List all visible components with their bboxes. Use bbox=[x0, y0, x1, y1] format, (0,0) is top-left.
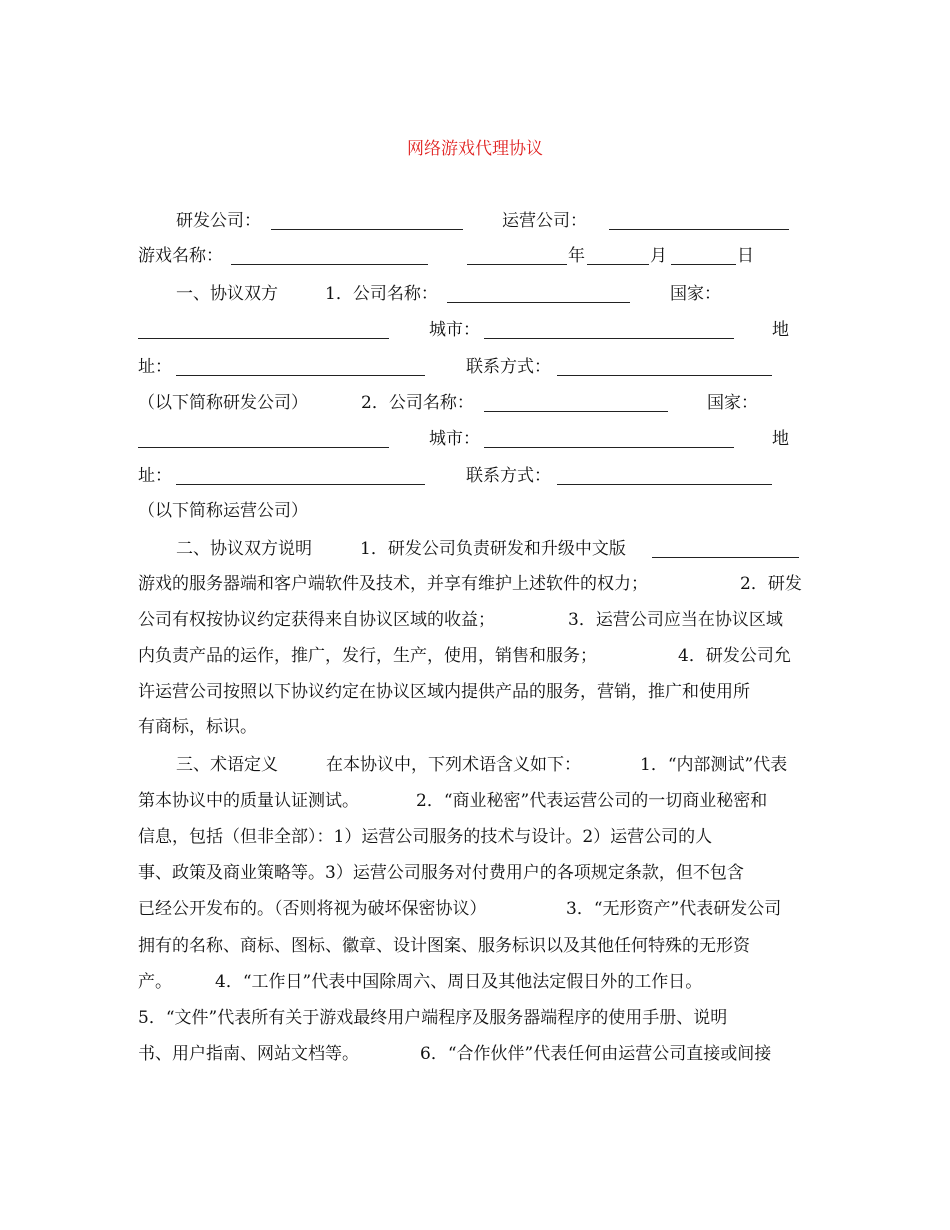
blank-underline[interactable] bbox=[587, 264, 649, 265]
text-line bbox=[0, 463, 950, 489]
text-segment: 许运营公司按照以下协议约定在协议区域内提供产品的服务，营销，推广和使用所 bbox=[138, 682, 750, 702]
text-line bbox=[0, 390, 950, 416]
text-line bbox=[0, 243, 950, 269]
text-segment: 国家： bbox=[670, 284, 721, 304]
text-line bbox=[0, 571, 950, 597]
blank-underline[interactable] bbox=[176, 375, 425, 376]
text-segment: 年 bbox=[568, 246, 585, 266]
text-segment: （以下简称研发公司） bbox=[138, 393, 308, 413]
text-line bbox=[0, 714, 950, 740]
text-segment: 游戏的服务器端和客户端软件及技术，并享有维护上述软件的权力； bbox=[138, 574, 648, 594]
text-segment: 二、协议双方说明 bbox=[176, 539, 312, 559]
text-segment: 书、用户指南、网站文档等。 bbox=[138, 1044, 359, 1064]
text-line bbox=[0, 281, 950, 307]
text-segment: 信息，包括（但非全部）：1）运营公司服务的技术与设计。2）运营公司的人 bbox=[138, 827, 713, 847]
text-line bbox=[0, 860, 950, 886]
text-line bbox=[0, 354, 950, 380]
text-segment: 城市： bbox=[429, 429, 480, 449]
text-line bbox=[0, 607, 950, 633]
blank-underline[interactable] bbox=[271, 229, 463, 230]
blank-underline[interactable] bbox=[557, 484, 772, 485]
text-segment: 地 bbox=[772, 429, 789, 449]
blank-underline[interactable] bbox=[484, 447, 734, 448]
text-segment: 2．研发 bbox=[740, 574, 802, 594]
text-line bbox=[0, 679, 950, 705]
text-segment: 有商标，标识。 bbox=[138, 717, 257, 737]
blank-underline[interactable] bbox=[484, 411, 668, 412]
text-segment: 址： bbox=[138, 357, 172, 377]
blank-underline[interactable] bbox=[652, 557, 799, 558]
text-line bbox=[0, 824, 950, 850]
text-line bbox=[0, 788, 950, 814]
text-segment: 已经公开发布的。（否则将视为破坏保密协议） bbox=[138, 899, 487, 919]
text-segment: 第本协议中的质量认证测试。 bbox=[138, 791, 359, 811]
blank-underline[interactable] bbox=[467, 264, 567, 265]
text-segment: 事、政策及商业策略等。3）运营公司服务对付费用户的各项规定条款，但不包含 bbox=[138, 863, 744, 883]
text-line bbox=[0, 536, 950, 562]
text-segment: 4．研发公司允 bbox=[678, 646, 791, 666]
text-segment: 在本协议中，下列术语含义如下： bbox=[326, 755, 581, 775]
text-segment: 地 bbox=[772, 320, 789, 340]
text-line bbox=[0, 208, 950, 234]
text-segment: 月 bbox=[650, 246, 667, 266]
text-segment: 3．“无形资产”代表研发公司 bbox=[566, 899, 782, 919]
text-segment: 运营公司： bbox=[502, 211, 587, 231]
text-segment: 2．“商业秘密”代表运营公司的一切商业秘密和 bbox=[416, 791, 768, 811]
text-segment: 联系方式： bbox=[466, 357, 551, 377]
text-line bbox=[0, 752, 950, 778]
text-line bbox=[0, 969, 950, 995]
text-segment: 1．研发公司负责研发和升级中文版 bbox=[360, 539, 626, 559]
text-line bbox=[0, 1041, 950, 1067]
text-line bbox=[0, 317, 950, 343]
text-segment: 5．“文件”代表所有关于游戏最终用户端程序及服务器端程序的使用手册、说明 bbox=[138, 1008, 728, 1028]
text-segment: 城市： bbox=[429, 320, 480, 340]
text-segment: 联系方式： bbox=[466, 466, 551, 486]
blank-underline[interactable] bbox=[609, 229, 789, 230]
text-segment: 1．公司名称： bbox=[325, 284, 438, 304]
blank-underline[interactable] bbox=[138, 447, 389, 448]
blank-underline[interactable] bbox=[484, 338, 734, 339]
text-segment: 址： bbox=[138, 466, 172, 486]
text-line bbox=[0, 643, 950, 669]
blank-underline[interactable] bbox=[176, 484, 425, 485]
blank-underline[interactable] bbox=[557, 375, 772, 376]
blank-underline[interactable] bbox=[138, 338, 389, 339]
text-segment: 拥有的名称、商标、图标、徽章、设计图案、服务标识以及其他任何特殊的无形资 bbox=[138, 936, 750, 956]
blank-underline[interactable] bbox=[671, 264, 736, 265]
text-segment: 4．“工作日”代表中国除周六、周日及其他法定假日外的工作日。 bbox=[215, 972, 703, 992]
text-segment: 内负责产品的运作，推广，发行，生产，使用，销售和服务； bbox=[138, 646, 597, 666]
text-segment: （以下简称运营公司） bbox=[138, 501, 308, 521]
text-line bbox=[0, 896, 950, 922]
text-line bbox=[0, 426, 950, 452]
text-line bbox=[0, 1005, 950, 1031]
text-segment: 日 bbox=[737, 246, 754, 266]
text-segment: 公司有权按协议约定获得来自协议区域的收益； bbox=[138, 610, 495, 630]
text-segment: 研发公司： bbox=[176, 211, 261, 231]
text-segment: 一、协议双方 bbox=[176, 284, 278, 304]
text-segment: 游戏名称： bbox=[138, 246, 223, 266]
text-segment: 2．公司名称： bbox=[361, 393, 474, 413]
text-segment: 国家： bbox=[707, 393, 758, 413]
text-segment: 产。 bbox=[138, 972, 172, 992]
text-segment: 三、术语定义 bbox=[176, 755, 278, 775]
text-segment: 6．“合作伙伴”代表任何由运营公司直接或间接 bbox=[420, 1044, 772, 1064]
text-line bbox=[0, 498, 950, 524]
blank-underline[interactable] bbox=[447, 302, 630, 303]
text-line bbox=[0, 933, 950, 959]
text-segment: 1．“内部测试”代表 bbox=[640, 755, 788, 775]
text-segment: 3．运营公司应当在协议区域 bbox=[568, 610, 783, 630]
blank-underline[interactable] bbox=[231, 264, 428, 265]
page-title: 网络游戏代理协议 bbox=[407, 139, 543, 159]
